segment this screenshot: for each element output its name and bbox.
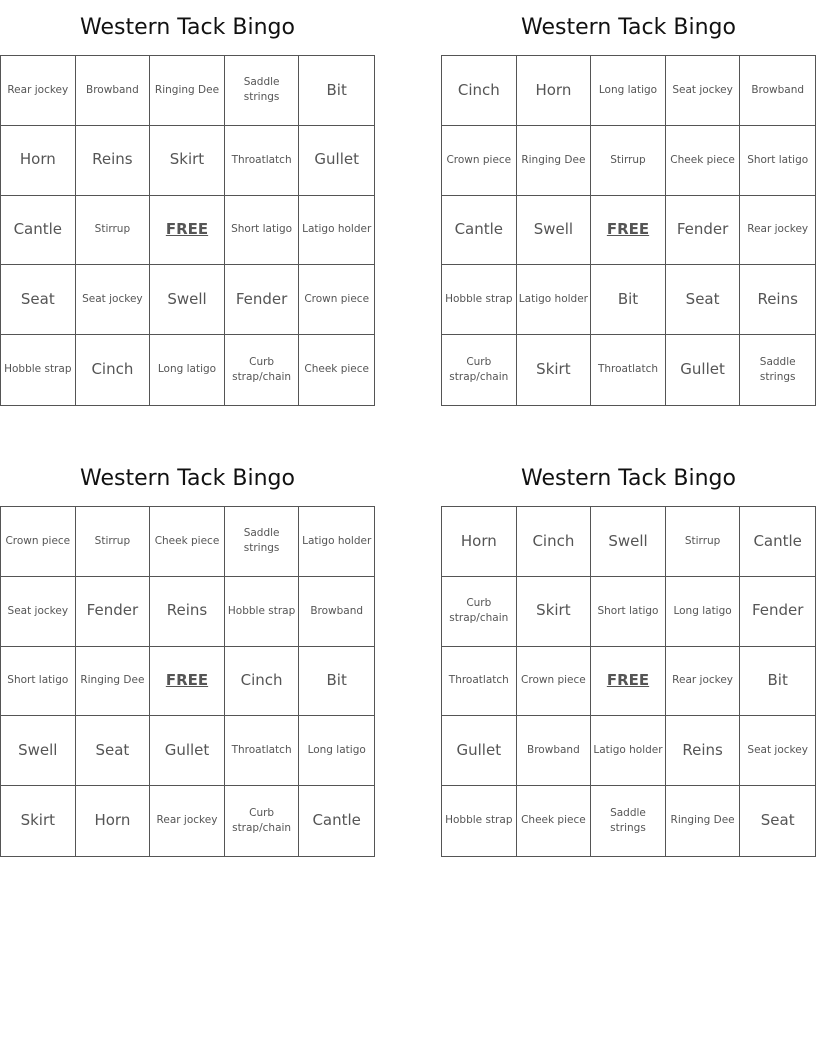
bingo-cell: Latigo holder — [517, 265, 592, 335]
bingo-cell: Seat — [760, 811, 795, 830]
bingo-cell: Stirrup — [76, 507, 151, 577]
bingo-cell: Cheek piece — [517, 786, 592, 856]
bingo-cell: Curb strap/chain — [225, 786, 300, 856]
bingo-cell: Seat jockey — [740, 716, 815, 786]
bingo-cell: Cantle — [312, 811, 361, 830]
bingo-cell: Ringing Dee — [76, 647, 151, 717]
bingo-cell: Reins — [666, 716, 741, 786]
bingo-cell: Long latigo — [299, 716, 374, 786]
bingo-cell: Throatlatch — [225, 126, 300, 196]
bingo-cell: Hobble strap — [442, 786, 517, 856]
bingo-cell: Bit — [591, 265, 666, 335]
bingo-cell: Rear jockey — [740, 196, 815, 266]
bingo-cell: Swell — [1, 716, 76, 786]
bingo-cell: Short latigo — [740, 126, 815, 196]
bingo-cell: Hobble strap — [1, 335, 76, 405]
bingo-cell: Ringing Dee — [150, 56, 225, 126]
free-space-cell: FREE — [150, 647, 225, 717]
bingo-cell: Saddle strings — [225, 507, 300, 577]
bingo-cell: Reins — [76, 126, 151, 196]
bingo-cell: Curb strap/chain — [225, 335, 300, 405]
card-title: Western Tack Bingo — [80, 15, 295, 40]
bingo-cell: Cheek piece — [666, 126, 741, 196]
bingo-grid — [441, 55, 816, 406]
bingo-cell: Fender — [76, 577, 151, 647]
bingo-cell: Browband — [740, 56, 815, 126]
bingo-cell: Seat — [1, 265, 76, 335]
bingo-cell: Cantle — [442, 196, 517, 266]
bingo-cell: Swell — [591, 507, 666, 577]
bingo-cell: Horn — [442, 507, 517, 577]
bingo-cell: Fender — [225, 265, 300, 335]
card-title: Western Tack Bingo — [521, 15, 736, 40]
bingo-cell: Cheek piece — [304, 363, 369, 376]
bingo-cell: Reins — [150, 577, 225, 647]
bingo-cell: Throatlatch — [442, 647, 517, 717]
bingo-cell: Throatlatch — [225, 716, 300, 786]
bingo-cell: Seat jockey — [76, 265, 151, 335]
free-space-cell: FREE — [591, 647, 666, 717]
bingo-cell: Fender — [666, 196, 741, 266]
bingo-cell: Browband — [299, 577, 374, 647]
bingo-cell: Bit — [299, 647, 374, 717]
bingo-cell: Saddle strings — [759, 355, 796, 384]
bingo-cell: Saddle strings — [225, 56, 300, 126]
bingo-cell: Stirrup — [76, 196, 151, 266]
bingo-cell: Seat — [666, 265, 741, 335]
bingo-cell: Cinch — [225, 647, 300, 717]
bingo-cell: Skirt — [517, 577, 592, 647]
bingo-cell: Bit — [740, 647, 815, 717]
bingo-cell: Gullet — [150, 716, 225, 786]
bingo-cell: Cantle — [740, 507, 815, 577]
bingo-cell: Gullet — [666, 335, 741, 405]
bingo-cell: Browband — [517, 716, 592, 786]
bingo-cell: Ringing Dee — [666, 786, 741, 856]
bingo-cell: Latigo holder — [299, 507, 374, 577]
bingo-cell: Cinch — [442, 56, 517, 126]
bingo-cell: Hobble strap — [225, 577, 300, 647]
free-space-cell: FREE — [591, 196, 666, 266]
bingo-cell: Crown piece — [299, 265, 374, 335]
bingo-cell: Rear jockey — [666, 647, 741, 717]
bingo-grid — [441, 506, 816, 857]
bingo-cell: Cinch — [517, 507, 592, 577]
bingo-cell: Skirt — [150, 126, 225, 196]
bingo-cell: Short latigo — [591, 577, 666, 647]
bingo-cell: Gullet — [442, 716, 517, 786]
bingo-cell: Swell — [150, 265, 225, 335]
bingo-cell: Stirrup — [666, 507, 741, 577]
bingo-cell: Horn — [1, 126, 76, 196]
bingo-cell: Curb strap/chain — [442, 335, 517, 405]
bingo-cell: Fender — [740, 577, 815, 647]
bingo-cell: Seat jockey — [666, 56, 741, 126]
bingo-cell: Skirt — [1, 786, 76, 856]
bingo-cell: Cheek piece — [150, 507, 225, 577]
bingo-cell: Saddle strings — [591, 786, 666, 856]
bingo-cell: Latigo holder — [591, 716, 666, 786]
bingo-grid — [0, 506, 375, 857]
card-title: Western Tack Bingo — [80, 466, 295, 491]
bingo-cell: Reins — [740, 265, 815, 335]
bingo-cell: Horn — [76, 786, 151, 856]
bingo-cell: Crown piece — [442, 126, 517, 196]
bingo-cell: Ringing Dee — [517, 126, 592, 196]
bingo-cell: Long latigo — [591, 56, 666, 126]
bingo-cell: Skirt — [517, 335, 592, 405]
bingo-cell: Hobble strap — [442, 265, 517, 335]
bingo-cell: Latigo holder — [299, 196, 374, 266]
bingo-cell: Crown piece — [1, 507, 76, 577]
bingo-cell: Bit — [299, 56, 374, 126]
bingo-cell: Rear jockey — [1, 56, 76, 126]
bingo-grid — [0, 55, 375, 406]
bingo-cell: Crown piece — [517, 647, 592, 717]
bingo-cell: Short latigo — [225, 196, 300, 266]
bingo-cell: Long latigo — [666, 577, 741, 647]
bingo-cell: Long latigo — [150, 335, 225, 405]
free-space-cell: FREE — [150, 196, 225, 266]
bingo-cell: Cinch — [76, 335, 151, 405]
bingo-cell: Horn — [517, 56, 592, 126]
bingo-cell: Swell — [517, 196, 592, 266]
bingo-cell: Stirrup — [591, 126, 666, 196]
bingo-cell: Rear jockey — [150, 786, 225, 856]
bingo-cell: Throatlatch — [591, 335, 666, 405]
bingo-cell: Short latigo — [1, 647, 76, 717]
bingo-cell: Seat jockey — [1, 577, 76, 647]
bingo-cell: Seat — [76, 716, 151, 786]
bingo-cell: Cantle — [1, 196, 76, 266]
bingo-cell: Curb strap/chain — [442, 577, 517, 647]
bingo-cell: Gullet — [299, 126, 374, 196]
card-title: Western Tack Bingo — [521, 466, 736, 491]
bingo-cell: Browband — [76, 56, 151, 126]
